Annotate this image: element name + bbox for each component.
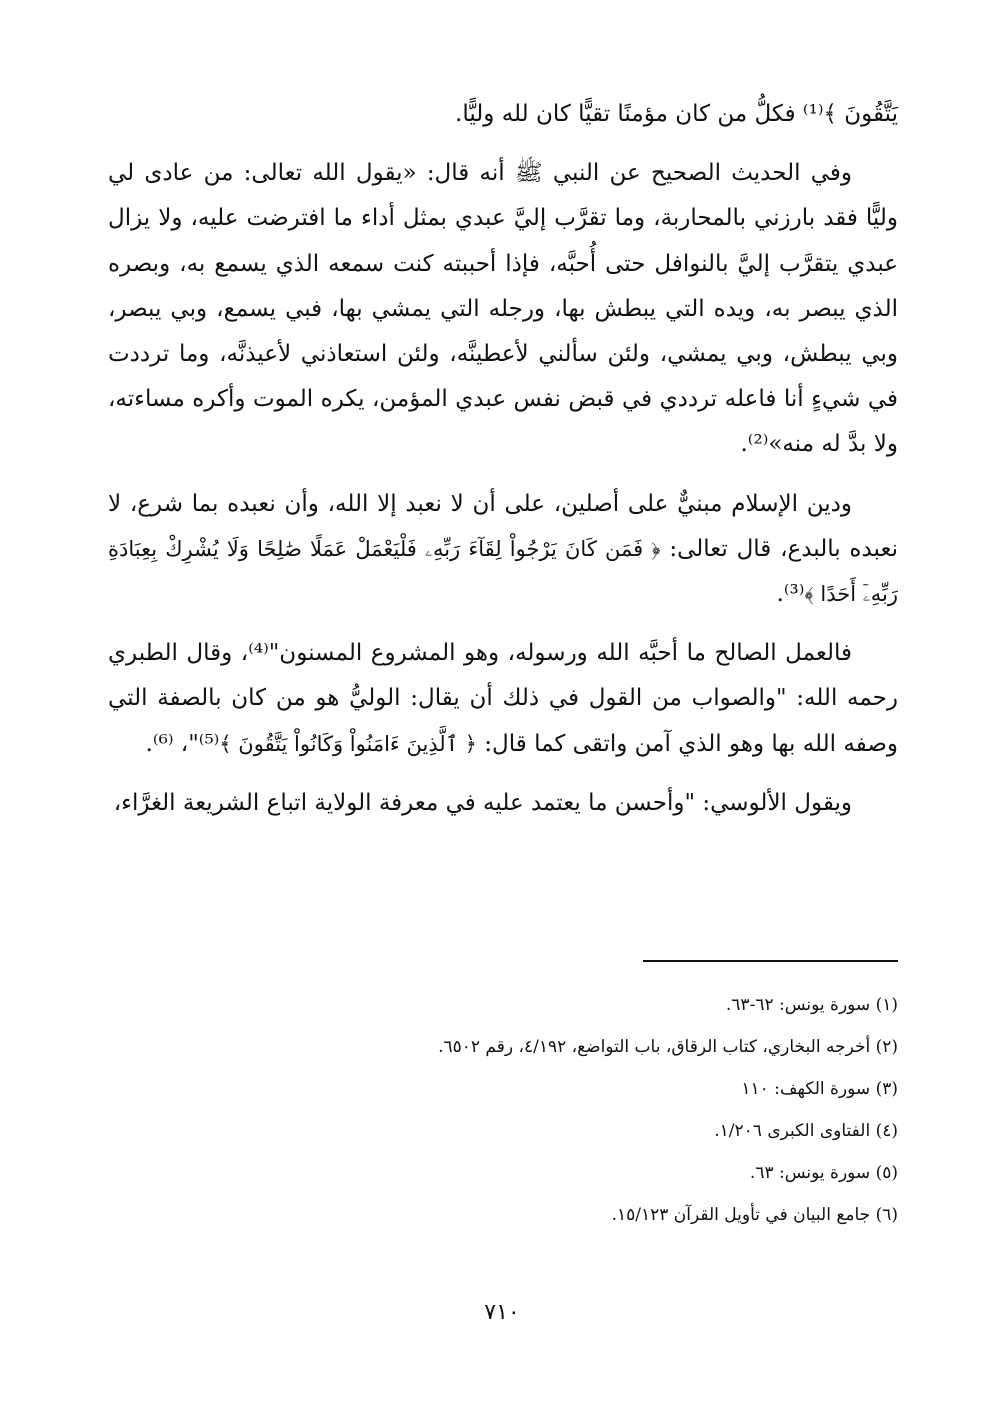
paragraph-verse-end: يَتَّقُونَ ﴾⁽¹⁾ فكلُّ من كان مؤمنًا تقيًّا كان لله وليًّا.: [455, 101, 898, 127]
paragraph-text: ودين الإسلام مبنيٌّ على أصلين، على أن لا نعبد إلا الله، وأن نعبده بما شرع، لا نعبده بالبدع، قال تعالى:: [108, 490, 898, 562]
footnote-item: (١) سورة يونس: ٦٢-٦٣.: [725, 995, 898, 1015]
paragraph-alusi: ويقول الألوسي: "وأحسن ما يعتمد عليه في معرفة الولاية اتباع الشريعة الغرَّاء،: [113, 789, 852, 816]
quran-verse: ﴿ فَمَن كَانَ يَرْجُواْ لِقَآءَ رَبِّهِۦ فَلْيَعْمَلْ عَمَلًا صَٰلِحًا وَلَا يُشْرِكْ بِعِبَادَةِ رَبِّهِۦٓ أَحَدًا ﴾: [108, 536, 898, 607]
footnote-item: (٤) الفتاوى الكبرى ١/٢٠٦.: [714, 1121, 898, 1141]
footnote-separator: [643, 960, 898, 962]
footnote-item: (٢) أخرجه البخاري، كتاب الرقاق، باب التواضع، ٤/١٩٢، رقم ٦٥٠٢.: [438, 1037, 898, 1057]
footnote-ref: ⁽⁵⁾"، ⁽⁶⁾.: [145, 730, 220, 757]
footnote-item: (٦) جامع البيان في تأويل القرآن ١٥/١٢٣.: [611, 1205, 898, 1225]
paragraph-text: فالعمل الصالح ما أحبَّه الله ورسوله، وهو المشروع المسنون"⁽⁴⁾، وقال الطبري رحمه الله: "والصواب من القول في ذلك أن يقال: الوليُّ هو من كان بالصفة التي وصفه الله بها وهو الذي آمن واتقى كما قال:: [108, 640, 898, 757]
paragraph-hadith: وفي الحديث الصحيح عن النبي ﷺ أنه قال: «يقول الله تعالى: من عادى لي وليًّا فقد بارزني بالمحاربة، وما تقرَّب إليَّ عبدي بمثل أداء ما افترضت عليه، ولا يزال عبدي يتقرَّب إليَّ بالنوافل حتى أُحبَّه، فإذا أحببته كنت سمعه الذي يسمع به، وبصره الذي يبصر به، ويده التي يبطش بها، ورجله التي يمشي بها، فبي يسمع، وبي يبصر، وبي يبطش، وبي يمشي، ولئن سألني لأعطينَّه، ولئن استعاذني لأعيذنَّه، وما ترددت في شيءٍ أنا فاعله ترددي في قبض نفس عبدي المؤمن، يكره الموت وأكره مساءته، ولا بدَّ له منه»⁽²⁾.: [108, 160, 898, 458]
main-text: [108, 92, 898, 826]
quran-verse: ﴿ ٱلَّذِينَ ءَامَنُواْ وَكَانُواْ يَتَّقُونَ ﴾: [219, 731, 477, 756]
footnote-ref: ⁽³⁾.: [776, 581, 805, 608]
footnote-item: (٣) سورة الكهف: ١١٠: [741, 1079, 898, 1099]
footnote-item: (٥) سورة يونس: ٦٣.: [749, 1163, 898, 1183]
footnotes: [108, 984, 898, 1236]
page-number: ٧١٠: [484, 1300, 520, 1325]
paragraph-tabari: [108, 631, 898, 767]
paragraph-two-principles: [108, 482, 898, 618]
